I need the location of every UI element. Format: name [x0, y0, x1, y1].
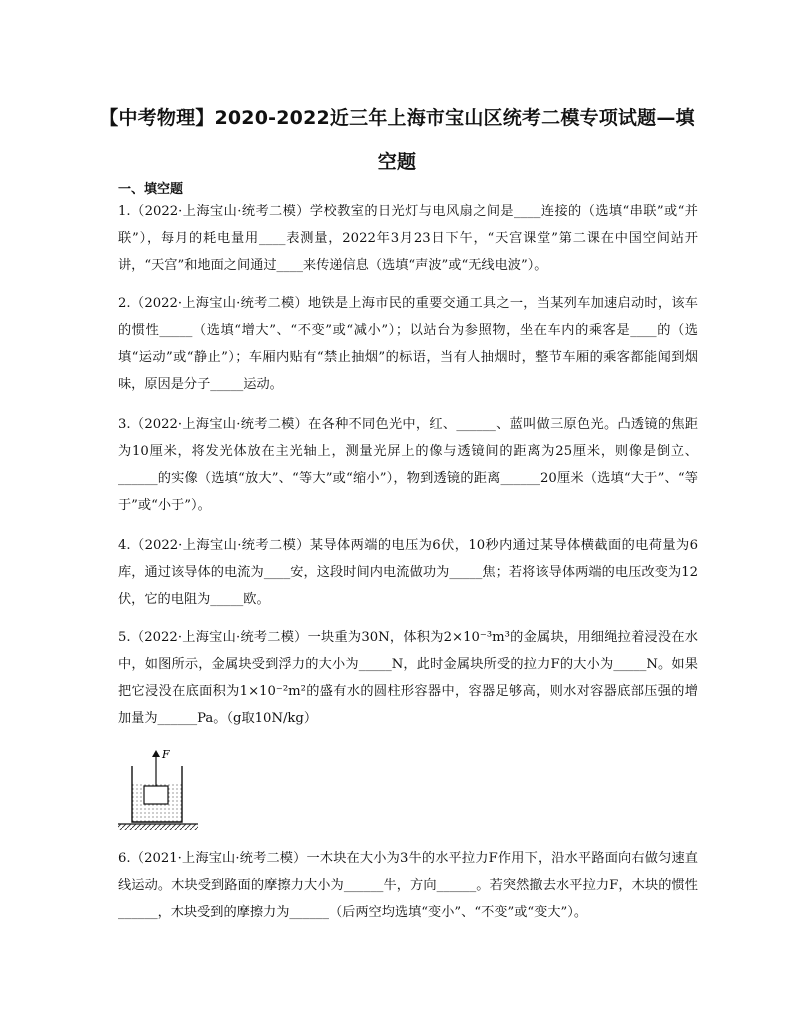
- question-2: 2.（2022·上海宝山·统考二模）地铁是上海市民的重要交通工具之一，当某列车加速启动时，该车的惯性_____（选填“增大”、“不变”或“减小”）；以站台为参照物，坐在车内的乘客是____的（选填“运动”或“静止”）；车厢内贴有“禁止抽烟”的标语，当有人抽烟时，整节车厢的乘客都能闻到烟味，原因是分子_____运动。: [118, 296, 698, 392]
- force-label: F: [162, 748, 170, 761]
- question-4: 4.（2022·上海宝山·统考二模）某导体两端的电压为6伏，10秒内通过某导体横截面的电荷量为6库，通过该导体的电流为____安，这段时间内电流做功为_____焦；若将该导体两端的电压改变为12伏，它的电阻为_____欧。: [118, 538, 698, 607]
- ground-hatch: [118, 824, 198, 830]
- question-3: 3.（2022·上海宝山·统考二模）在各种不同色光中，红、______、蓝叫做三原色光。凸透镜的焦距为10厘米，将发光体放在主光轴上，测量光屏上的像与透镜间的距离为25厘米，则像是倒立、______的实像（选填“放大”、“等大”或“缩小”），物到透镜的距离______20厘米（选填“大于”、“等于”或“小于”）。: [118, 417, 698, 513]
- metal-block: [144, 786, 168, 804]
- section-heading: 一、填空题: [118, 182, 184, 197]
- figure-svg: [112, 748, 202, 834]
- question-5: 5.（2022·上海宝山·统考二模）一块重为30N，体积为2×10⁻³m³的金属块，用细绳拉着浸没在水中，如图所示，金属块受到浮力的大小为_____N，此时金属块所受的拉力F的大小为_____N。如果把它浸没在底面积为1×10⁻²m²的盛有水的圆柱形容器中，容器足够高，则水对容器底部压强的增加量为______Pa。（g取10N/kg）: [118, 630, 698, 726]
- figure-container-in-water: [112, 748, 202, 834]
- question-1: 1.（2022·上海宝山·统考二模）学校教室的日光灯与电风扇之间是____连接的（选填“串联”或“并联”），每月的耗电量用____表测量，2022年3月23日下午，“天宫课堂”第二课在中国空间站开讲，“天宫”和地面之间通过____来传递信息（选填“声波”或“无线电波”）。: [118, 204, 698, 273]
- page-title: 【中考物理】2020-2022近三年上海市宝山区统考二模专项试题—填空题: [99, 107, 695, 173]
- question-6: 6.（2021·上海宝山·统考二模）一木块在大小为3牛的水平拉力F作用下，沿水平路面向右做匀速直线运动。木块受到路面的摩擦力大小为______牛，方向______。若突然撤去水平拉力F，木块的惯性______，木块受到的摩擦力为______（后两空均选填“变小”、“不变”或“变大”）。: [118, 851, 698, 920]
- force-arrow-head: [152, 750, 160, 757]
